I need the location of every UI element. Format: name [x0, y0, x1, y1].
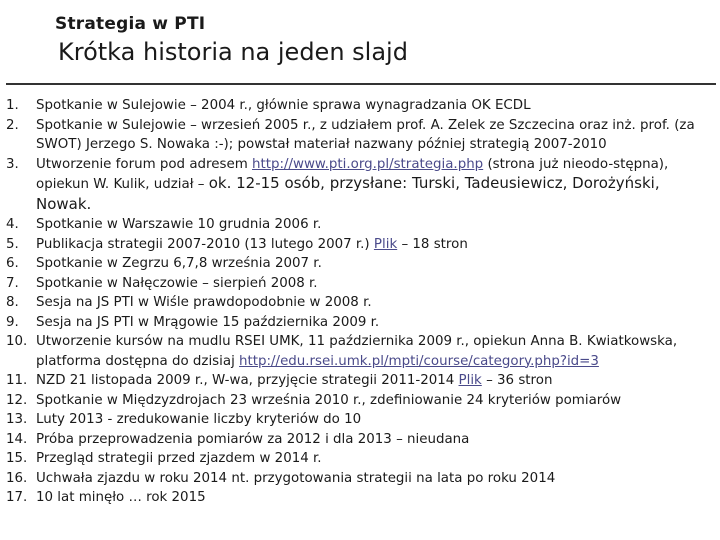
list-item	[6, 488, 714, 508]
item-text: Sesja na JS PTI w Mrągowie 15 października 2009 r.	[36, 314, 380, 330]
list-item	[6, 235, 714, 255]
item-number: 9.	[6, 314, 19, 330]
item-number: 14.	[6, 431, 28, 447]
item-text: Spotkanie w Międzyzdrojach 23 września 2010 r., zdefiniowanie 24 kryteriów pomiarów	[36, 392, 622, 408]
item-text: Spotkanie w Zegrzu 6,7,8 września 2007 r.	[36, 256, 322, 271]
list-item	[6, 254, 714, 274]
item-text: Przegląd strategii przed zjazdem w 2014 r.	[36, 451, 322, 466]
item-number: 13.	[6, 412, 28, 427]
list-item	[6, 96, 714, 116]
item-number: 11.	[6, 373, 28, 388]
item-number: 8.	[6, 295, 19, 310]
item-text: Luty 2013 - zredukowanie liczby kryteriów do 10	[36, 412, 362, 427]
item-text: 10 lat minęło … rok 2015	[36, 490, 206, 505]
list-item	[6, 391, 714, 411]
item-number: 2.	[6, 117, 19, 133]
list-item	[6, 371, 714, 391]
list-item	[6, 274, 714, 294]
item-text: Spotkanie w Warszawie 10 grudnia 2006 r.	[36, 217, 322, 232]
item-number: 3.	[6, 156, 19, 172]
item-text: NZD 21 listopada 2009 r., W-wa, przyjęcie strategii 2011-2014	[36, 373, 459, 388]
item-number: 5.	[6, 236, 19, 252]
item-number: 10.	[6, 334, 28, 349]
item-number: 16.	[6, 470, 28, 486]
item-text: Utworzenie kursów na mudlu RSEI UMK, 11 października 2009 r., opiekun Anna B. Kwiatkowska, platforma dostępna do dzisiaj	[36, 334, 678, 369]
item-text: – 36 stron	[481, 373, 553, 388]
list-item	[6, 332, 714, 371]
item-number: 7.	[6, 275, 19, 291]
course-link[interactable]: http://edu.rsei.umk.pl/mpti/course/category.php?id=3	[239, 353, 599, 369]
list-item	[6, 449, 714, 469]
list-item	[6, 215, 714, 235]
item-number: 15.	[6, 451, 28, 466]
item-text: Spotkanie w Sulejowie – wrzesień 2005 r., z udziałem prof. A. Zelek ze Szczecina oraz inż. prof. (za SWOT) Jerzego S. Nowaka :-); powstał materiał nazwany później strategią 2007-2010	[36, 117, 695, 152]
list-item	[6, 155, 714, 216]
item-text: – 18 stron	[397, 236, 468, 252]
item-text: Próba przeprowadzenia pomiarów za 2012 i dla 2013 – nieudana	[36, 431, 470, 447]
file-link-2011[interactable]: Plik	[458, 373, 482, 388]
item-text: Utworzenie forum pod adresem	[36, 156, 252, 172]
list-item	[6, 313, 714, 333]
item-text: Sesja na JS PTI w Wiśle prawdopodobnie w 2008 r.	[36, 295, 372, 310]
list-item	[6, 116, 714, 155]
item-text: Uchwała zjazdu w roku 2014 nt. przygotowania strategii na lata po roku 2014	[36, 470, 556, 486]
item-number: 1.	[6, 98, 19, 113]
title-divider	[6, 83, 716, 85]
item-text: (strona już nieodo-stępna), opiekun W. Kulik, udział –	[36, 156, 669, 192]
item-text: Spotkanie w Sulejowie – 2004 r., głównie sprawa wynagradzania OK ECDL	[36, 98, 531, 113]
item-text-large: ok. 12-15 osób, przysłane: Turski, Tadeusiewicz, Dorożyński, Nowak.	[36, 174, 660, 213]
item-number: 6.	[6, 256, 19, 271]
slide-subtitle: Strategia w PTI	[55, 14, 206, 34]
item-number: 4.	[6, 217, 19, 232]
file-link-2007[interactable]: Plik	[373, 236, 398, 252]
history-list	[6, 96, 714, 508]
list-item	[6, 469, 714, 489]
list-item	[6, 430, 714, 450]
item-text: Publikacja strategii 2007-2010 (13 lutego 2007 r.)	[36, 236, 374, 252]
item-number: 17.	[6, 490, 28, 505]
slide-title: Krótka historia na jeden slajd	[58, 38, 408, 66]
forum-link[interactable]: http://www.pti.org.pl/strategia.php	[252, 156, 484, 172]
list-item	[6, 293, 714, 313]
item-text: Spotkanie w Nałęczowie – sierpień 2008 r.	[36, 275, 318, 291]
list-item	[6, 410, 714, 430]
item-number: 12.	[6, 392, 28, 408]
